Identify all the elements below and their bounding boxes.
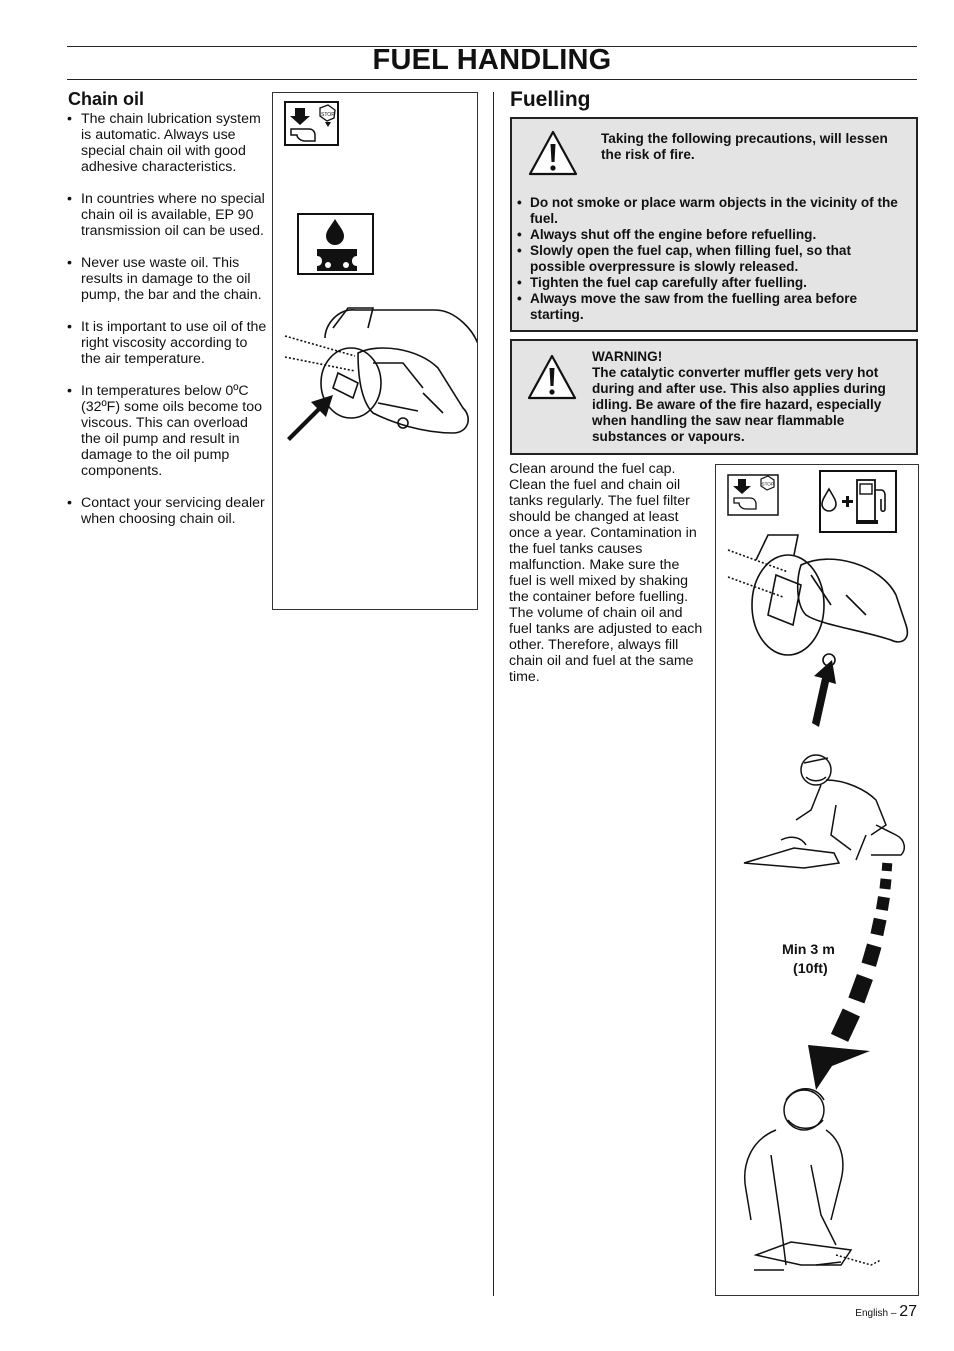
- precautions-list: [516, 195, 906, 323]
- person-refuelling-illustration: [744, 755, 904, 868]
- distance-label-line1: Min 3 m: [782, 942, 835, 958]
- page-title: FUEL HANDLING: [372, 44, 612, 76]
- chainsaw-illustration: [728, 535, 907, 666]
- fuel-pump-icon: [820, 471, 896, 532]
- fuelling-heading: Fuelling: [510, 88, 591, 111]
- fuelling-illustration: [716, 465, 918, 1295]
- precautions-box: [510, 117, 918, 332]
- warning-title: WARNING!: [592, 349, 663, 364]
- list-item: • Contact your servicing dealer when choosing chain oil.: [67, 495, 267, 527]
- footer-language: English –: [855, 1308, 897, 1319]
- column-divider: [493, 92, 494, 1296]
- chain-oil-illustration: [273, 93, 477, 609]
- list-item: • The chain lubrication system is automatic. Always use special chain oil with good adhesive characteristics.: [67, 111, 267, 175]
- list-item: • In temperatures below 0ºC (32ºF) some oils become too viscous. This can overload the oil pump and result in damage to the oil pump components.: [67, 383, 267, 479]
- page-footer: [855, 1303, 917, 1321]
- stop-symbol-icon: [285, 102, 338, 145]
- distance-label-line2: (10ft): [793, 961, 828, 977]
- chain-oil-icon: [298, 214, 373, 274]
- warning-text: The catalytic converter muffler gets very hot during and after use. This also applies during idling. Be aware of the fire hazard, especially when handling the saw near flammable substances or vapours.: [592, 365, 886, 444]
- chain-oil-list: [67, 111, 267, 543]
- warning-box: [510, 339, 918, 455]
- list-item: • It is important to use oil of the right viscosity according to the air temperature.: [67, 319, 267, 367]
- arrow-icon: [812, 660, 836, 727]
- list-item: • Never use waste oil. This results in damage to the oil pump, the bar and the chain.: [67, 255, 267, 303]
- person-starting-saw-illustration: [745, 1089, 881, 1270]
- chain-oil-heading: Chain oil: [68, 89, 144, 109]
- fuelling-figure: [715, 464, 919, 1296]
- page-number: 27: [899, 1303, 917, 1320]
- list-item: • Always move the saw from the fuelling area before starting.: [516, 291, 906, 323]
- fuelling-body-text: Clean around the fuel cap. Clean the fuel and chain oil tanks regularly. The fuel filter should be changed at least once a year. Contamination in the fuel tanks causes malfunction. Make sure the fuel is well mixed by shaking the container before fuelling. The volume of chain oil and fuel tanks are adjusted to each other. Therefore, always fill chain oil and fuel at the same time.: [509, 461, 703, 685]
- list-item: • In countries where no special chain oil is available, EP 90 transmission oil can be used.: [67, 191, 267, 239]
- chain-oil-figure: [272, 92, 478, 610]
- list-item: • Tighten the fuel cap carefully after fuelling.: [516, 275, 906, 291]
- arrow-icon: [287, 395, 333, 441]
- warning-triangle-icon: [527, 129, 579, 177]
- precautions-intro: Taking the following precautions, will lessen the risk of fire.: [601, 131, 888, 162]
- stop-label: STOP: [761, 481, 774, 487]
- warning-triangle-icon: [526, 353, 578, 401]
- list-item: • Do not smoke or place warm objects in the vicinity of the fuel.: [516, 195, 906, 227]
- stop-symbol-icon: [728, 475, 778, 515]
- title-underline: [67, 79, 917, 80]
- list-item: • Slowly open the fuel cap, when filling fuel, so that possible overpressure is slowly released.: [516, 243, 906, 275]
- stop-label: STOP: [321, 112, 335, 118]
- list-item: • Always shut off the engine before refuelling.: [516, 227, 906, 243]
